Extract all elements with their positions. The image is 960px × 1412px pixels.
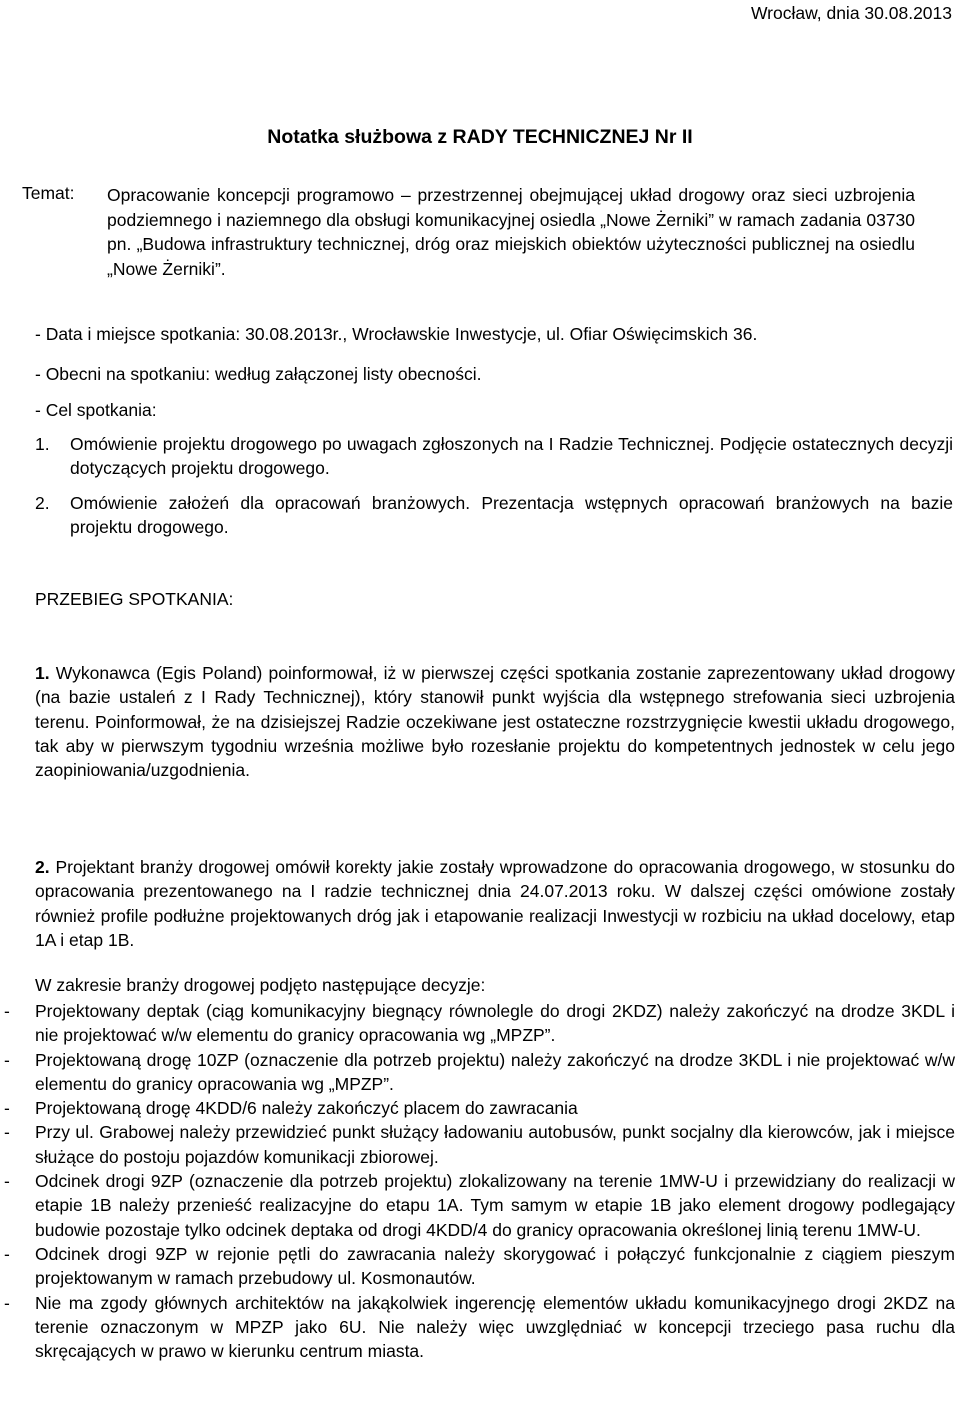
goal-item — [35, 491, 953, 539]
dash-bullet: - — [4, 1049, 10, 1070]
decision-item — [0, 1242, 955, 1291]
decisions-list — [0, 999, 955, 1363]
document-title: Notatka służbowa z RADY TECHNICZNEJ Nr II — [267, 126, 693, 148]
dash-bullet: - — [4, 1171, 10, 1192]
decision-text: Odcinek drogi 9ZP w rejonie pętli do zawracania należy skorygować i połączyć funkcjonalnie z ciągiem pieszym projektowanym w ramach przebudowy ul. Kosmonautów. — [35, 1243, 955, 1289]
decision-text: Projektowaną drogę 10ZP (oznaczenie dla potrzeb projektu) należy zakończyć na drodze 3KDL i nie projektować w/w elementu do granicy opracowania wg „MPZP”. — [35, 1049, 955, 1094]
subject-label: Temat: — [22, 183, 75, 203]
decision-item — [0, 1048, 955, 1097]
meeting-present: - Obecni na spotkaniu: według załączonej listy obecności. — [35, 364, 482, 384]
goal-number: 2. — [35, 493, 50, 513]
subject-text: Opracowanie koncepcji programowo – przestrzennej obejmującej układ drogowy oraz sieci uzbrojenia podziemnego i naziemnego dla obsługi komunikacyjnej osiedla „Nowe Żerniki” w ramach zadania 03730 pn. „Budowa infrastruktury technicznej, dróg oraz miejskich obiektów użyteczności publicznej na osiedlu „Nowe Żerniki”. — [107, 185, 915, 279]
decisions-intro: W zakresie branży drogowej podjęto następujące decyzje: — [35, 975, 486, 995]
meeting-date-place: - Data i miejsce spotkania: 30.08.2013r., Wrocławskie Inwestycje, ul. Ofiar Oświęcimskich 36. — [35, 324, 758, 344]
paragraph-text: Wykonawca (Egis Poland) poinformował, iż w pierwszej części spotkania zostanie zaprezentowany układ drogowy (na bazie ustaleń z I Rady Technicznej), który stanowił punkt wyjścia dla wstępnego strefowania sieci uzbrojenia terenu. Poinformował, że na dzisiejszej Radzie oczekiwane jest ostateczne rozstrzygnięcie kwestii układu drogowego, tak aby w pierwszym tygodniu września możliwe było rozesłanie projektu do kompetentnych jednostek w celu jego zaopiniowania/uzgodnienia. — [35, 663, 955, 781]
decision-text: Odcinek drogi 9ZP (oznaczenie dla potrzeb projektu) zlokalizowany na terenie 1MW-U i przewidziany do realizacji w etapie 1B należy przenieść realizacyjne do etapu 1A. Tym samym w etapie 1B jako element drogowy podlegający budowie pozostaje tylko odcinek deptaka od drogi 4KDD/4 do granicy opracowania określonej linią terenu 1MW-U. — [35, 1171, 955, 1240]
dash-bullet: - — [4, 1122, 10, 1143]
decision-item — [0, 1169, 955, 1242]
decision-item — [0, 999, 955, 1048]
section-title: PRZEBIEG SPOTKANIA: — [35, 589, 234, 609]
dash-bullet: - — [4, 1292, 10, 1313]
decision-text: Projektowaną drogę 4KDD/6 należy zakończyć placem do zawracania — [35, 1098, 578, 1119]
paragraph-2 — [35, 855, 955, 952]
goal-item — [35, 432, 953, 480]
decision-text: Przy ul. Grabowej należy przewidzieć punkt służący ładowaniu autobusów, punkt socjalny dla kierowców, jak i miejsce służące do postoju pojazdów komunikacji zbiorowej. — [35, 1122, 955, 1167]
goal-text: Omówienie założeń dla opracowań branżowych. Prezentacja wstępnych opracowań branżowych na bazie projektu drogowego. — [70, 493, 953, 537]
paragraph-text: Projektant branży drogowej omówił korekty jakie zostały wprowadzone do opracowania drogowego, w stosunku do opracowania prezentowanego na I radzie technicznej dnia 24.07.2013 roku. W dalszej części omówione zostały również profile podłużne projektowanych dróg jak i etapowanie realizacji Inwestycji w rozbiciu na układ docelowy, etap 1A i etap 1B. — [35, 857, 955, 950]
paragraph-number: 2. — [35, 857, 50, 877]
paragraph-1 — [35, 661, 955, 782]
dash-bullet: - — [4, 1243, 10, 1264]
document-date: Wrocław, dnia 30.08.2013 — [750, 3, 952, 23]
goal-text: Omówienie projektu drogowego po uwagach zgłoszonych na I Radzie Technicznej. Podjęcie ostatecznych decyzji dotyczących projektu drogowego. — [70, 434, 953, 478]
dash-bullet: - — [4, 1098, 10, 1119]
goal-number: 1. — [35, 434, 50, 454]
decision-item — [0, 1120, 955, 1169]
decision-text: Projektowany deptak (ciąg komunikacyjny biegnący równolegle do drogi 2KDZ) należy zakończyć na drodze 3KDL i nie projektować w/w elementu do granicy opracowania wg „MPZP”. — [35, 1001, 955, 1046]
decision-text: Nie ma zgody głównych architektów na jakąkolwiek ingerencję elementów układu komunikacyjnego drogi 2KDZ na terenie oznaczonym w MPZP jako 6U. Nie należy więc uwzględniać w koncepcji trzeciego pasa ruchu dla skręcających w prawo w kierunku centrum miasta. — [35, 1292, 955, 1362]
decision-item — [0, 1291, 955, 1364]
meeting-goal-label: - Cel spotkania: — [35, 400, 157, 420]
dash-bullet: - — [4, 1001, 10, 1021]
paragraph-number: 1. — [35, 663, 50, 683]
decision-item — [0, 1096, 955, 1120]
